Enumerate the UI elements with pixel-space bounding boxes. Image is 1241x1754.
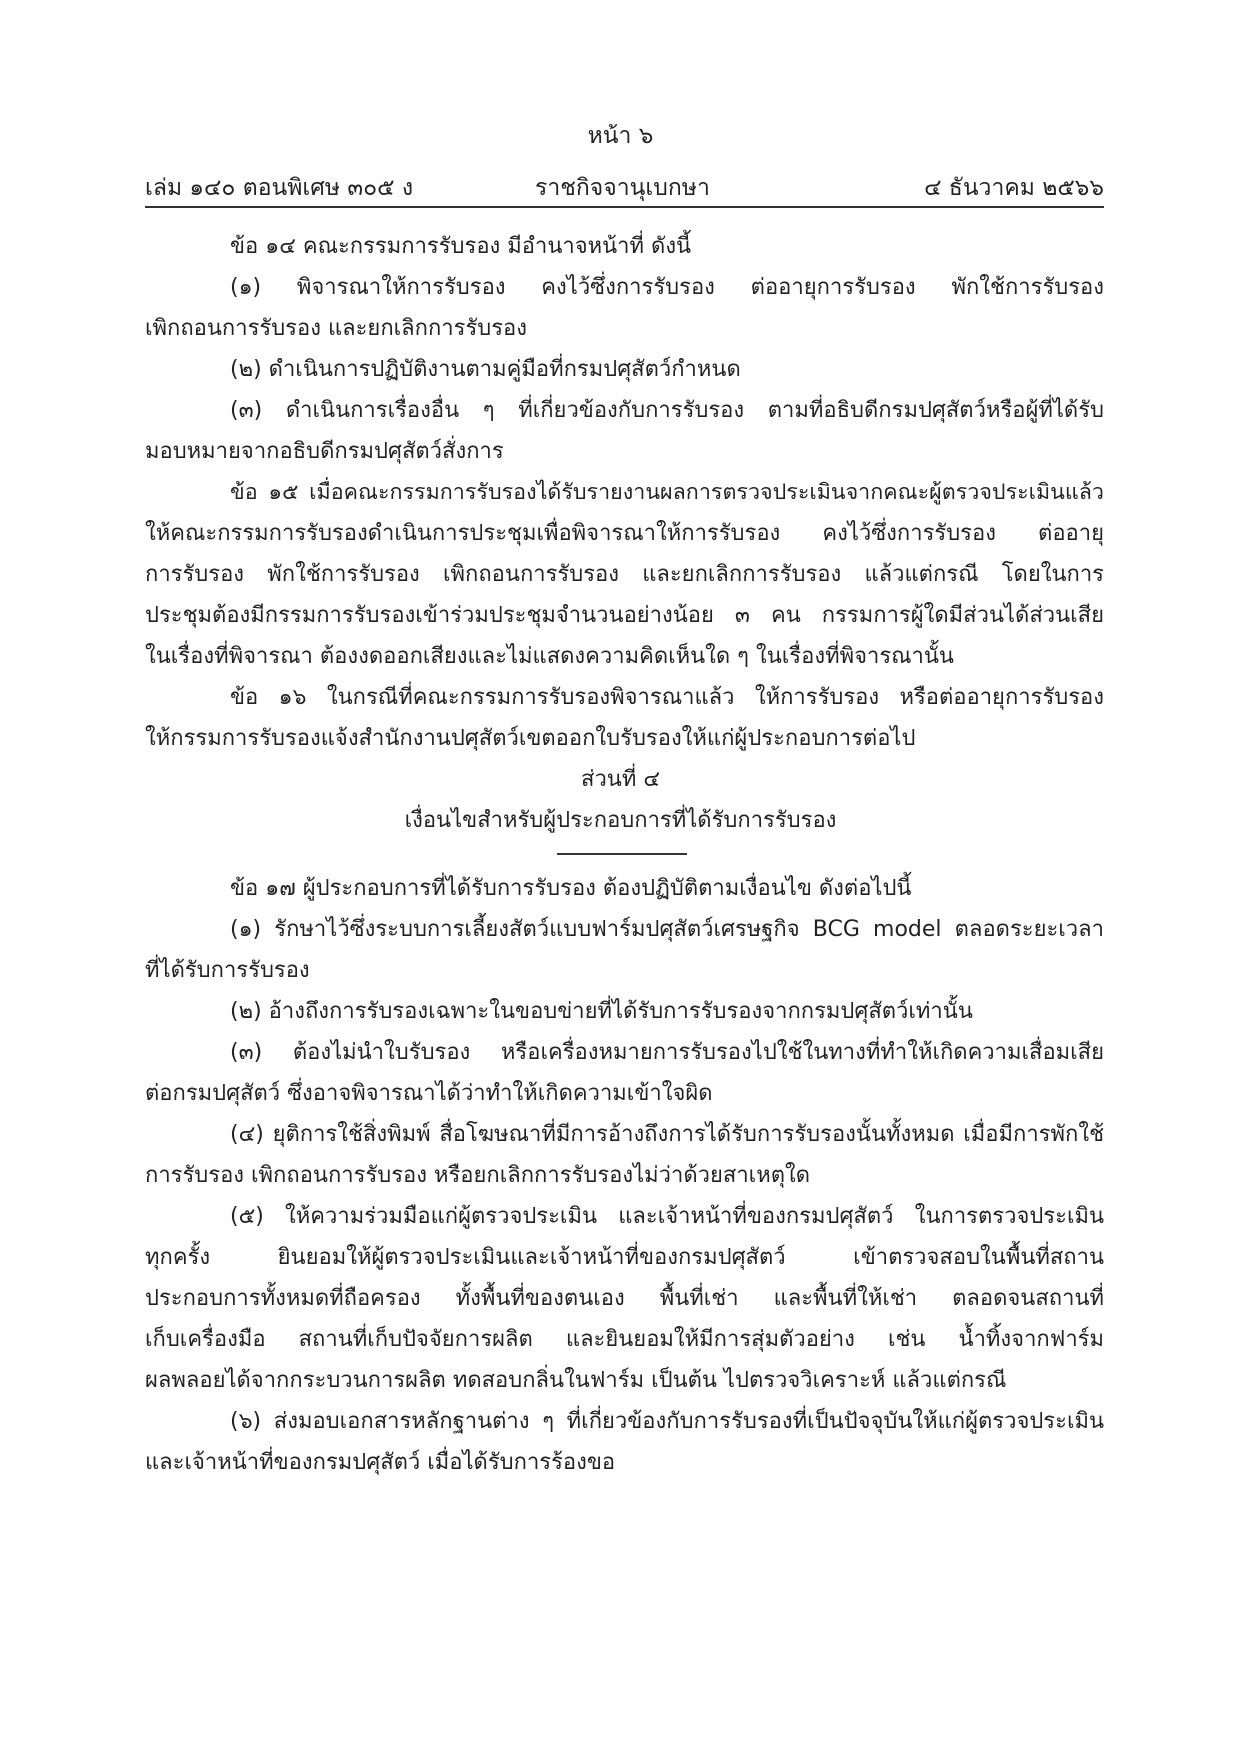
paragraph-line: ประกอบการทั้งหมดที่ถือครอง ทั้งพื้นที่ของตนเอง พื้นที่เช่า และพื้นที่ให้เช่า ตลอดจนสถานที่ [145,1286,1104,1311]
section-number: ส่วนที่ ๔ [581,767,660,792]
publication-date: ๔ ธันวาคม ๒๕๖๖ [924,175,1104,201]
clause-17-heading: ข้อ ๑๗ ผู้ประกอบการที่ได้รับการรับรอง ต้องปฏิบัติตามเงื่อนไข ดังต่อไปนี้ [230,876,912,901]
paragraph-line: ประชุมต้องมีกรรมการรับรองเข้าร่วมประชุมจำนวนอย่างน้อย ๓ คน กรรมการผู้ใดมีส่วนได้ส่วนเสีย [145,603,1104,628]
volume-issue: เล่ม ๑๔๐ ตอนพิเศษ ๓๐๕ ง [145,175,414,201]
paragraph-line: (๑) พิจารณาให้การรับรอง คงไว้ซึ่งการรับรอง ต่ออายุการรับรอง พักใช้การรับรอง [230,275,1104,300]
paragraph-line: (๔) ยุติการใช้สิ่งพิมพ์ สื่อโฆษณาที่มีการอ้างถึงการได้รับการรับรองนั้นทั้งหมด เมื่อมีการพักใช้ [230,1122,1104,1147]
paragraph-line: การรับรอง เพิกถอนการรับรอง หรือยกเลิกการรับรองไม่ว่าด้วยสาเหตุใด [145,1163,811,1188]
clause-14-heading: ข้อ ๑๔ คณะกรรมการรับรอง มีอำนาจหน้าที่ ดังนี้ [230,234,692,259]
paragraph-line: เก็บเครื่องมือ สถานที่เก็บปัจจัยการผลิต และยินยอมให้มีการสุ่มตัวอย่าง เช่น น้ำทิ้งจากฟาร์ม [145,1327,1104,1352]
paragraph-line: เพิกถอนการรับรอง และยกเลิกการรับรอง [145,316,528,341]
paragraph-line: (๖) ส่งมอบเอกสารหลักฐานต่าง ๆ ที่เกี่ยวข้องกับการรับรองที่เป็นปัจจุบันให้แก่ผู้ตรวจประเมิน [230,1409,1104,1434]
paragraph-line: (๒) ดำเนินการปฏิบัติงานตามคู่มือที่กรมปศุสัตว์กำหนด [230,357,741,382]
page-number: หน้า ๖ [587,123,654,149]
paragraph-line: (๓) ต้องไม่นำใบรับรอง หรือเครื่องหมายการรับรองไปใช้ในทางที่ทำให้เกิดความเสื่อมเสีย [230,1040,1104,1065]
paragraph-line: (๕) ให้ความร่วมมือแก่ผู้ตรวจประเมิน และเจ้าหน้าที่ของกรมปศุสัตว์ ในการตรวจประเมิน [230,1204,1104,1229]
paragraph-line: ต่อกรมปศุสัตว์ ซึ่งอาจพิจารณาได้ว่าทำให้เกิดความเข้าใจผิด [145,1081,713,1106]
header-divider [145,206,1104,208]
section-title: เงื่อนไขสำหรับผู้ประกอบการที่ได้รับการรับรอง [404,808,837,833]
gazette-header [145,170,1104,206]
clause-15-heading: ข้อ ๑๕ เมื่อคณะกรรมการรับรองได้รับรายงานผลการตรวจประเมินจากคณะผู้ตรวจประเมินแล้ว [230,480,1104,505]
paragraph-line: ผลพลอยได้จากกระบวนการผลิต ทดสอบกลิ่นในฟาร์ม เป็นต้น ไปตรวจวิเคราะห์ แล้วแต่กรณี [145,1368,1007,1393]
paragraph-line: ให้กรรมการรับรองแจ้งสำนักงานปศุสัตว์เขตออกใบรับรองให้แก่ผู้ประกอบการต่อไป [145,726,916,751]
paragraph-line: ในเรื่องที่พิจารณา ต้องงดออกเสียงและไม่แสดงความคิดเห็นใด ๆ ในเรื่องที่พิจารณานั้น [145,644,954,669]
paragraph-line: (๒) อ้างถึงการรับรองเฉพาะในขอบข่ายที่ได้รับการรับรองจากกรมปศุสัตว์เท่านั้น [230,999,973,1024]
publication-name: ราชกิจจานุเบกษา [535,175,710,201]
paragraph-line: ทุกครั้ง ยินยอมให้ผู้ตรวจประเมินและเจ้าหน้าที่ของกรมปศุสัตว์ เข้าตรวจสอบในพื้นที่สถาน [145,1245,1104,1270]
paragraph-line: (๓) ดำเนินการเรื่องอื่น ๆ ที่เกี่ยวข้องกับการรับรอง ตามที่อธิบดีกรมปศุสัตว์หรือผู้ที่ได้รับ [230,398,1104,423]
paragraph-line: และเจ้าหน้าที่ของกรมปศุสัตว์ เมื่อได้รับการร้องขอ [145,1450,616,1475]
section-divider [557,853,687,855]
paragraph-line: (๑) รักษาไว้ซึ่งระบบการเลี้ยงสัตว์แบบฟาร์มปศุสัตว์เศรษฐกิจ BCG model ตลอดระยะเวลา [230,917,1104,942]
paragraph-line: ให้คณะกรรมการรับรองดำเนินการประชุมเพื่อพิจารณาให้การรับรอง คงไว้ซึ่งการรับรอง ต่ออายุ [145,521,1104,546]
paragraph-line: การรับรอง พักใช้การรับรอง เพิกถอนการรับรอง และยกเลิกการรับรอง แล้วแต่กรณี โดยในการ [145,562,1104,587]
paragraph-line: มอบหมายจากอธิบดีกรมปศุสัตว์สั่งการ [145,439,504,464]
clause-16-heading: ข้อ ๑๖ ในกรณีที่คณะกรรมการรับรองพิจารณาแล้ว ให้การรับรอง หรือต่ออายุการรับรอง [230,685,1104,710]
paragraph-line: ที่ได้รับการรับรอง [145,958,310,983]
